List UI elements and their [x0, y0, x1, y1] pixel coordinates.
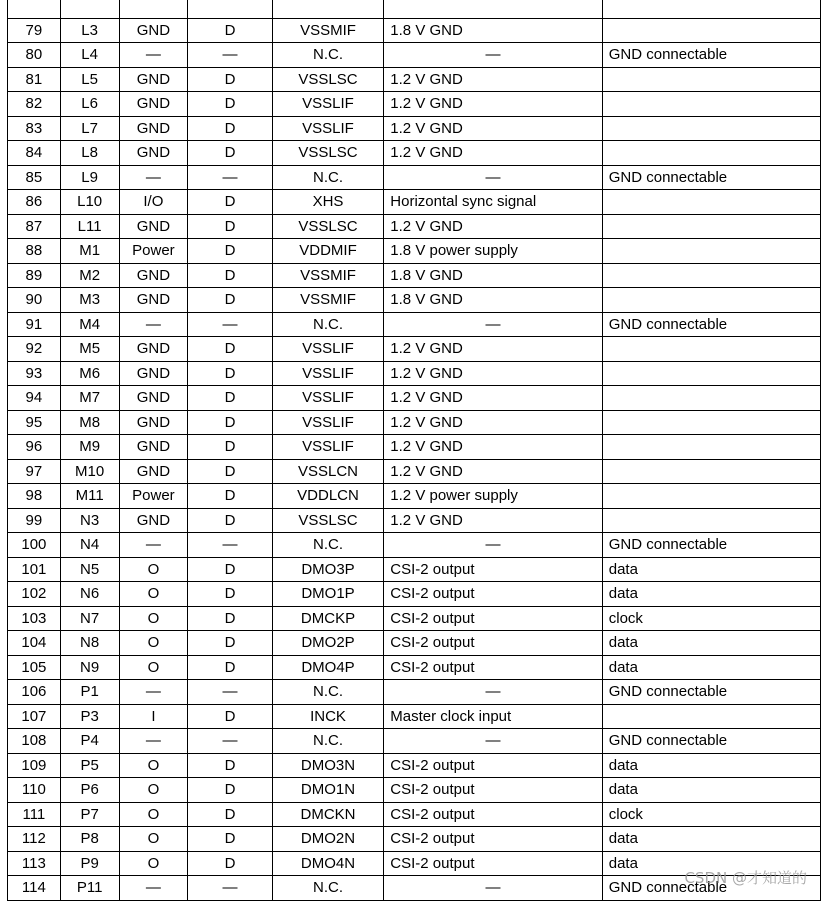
io-cell: GND [119, 386, 188, 411]
pin-number-cell: 112 [8, 827, 61, 852]
remarks-cell [602, 386, 820, 411]
remarks-cell [602, 67, 820, 92]
table-row [8, 410, 821, 435]
remarks-cell: data [602, 851, 820, 876]
pin-number-cell: 101 [8, 557, 61, 582]
pin-number-cell: 95 [8, 410, 61, 435]
analog-digital-cell: — [188, 533, 272, 558]
pin-number-cell: 102 [8, 582, 61, 607]
pin-number-cell: 111 [8, 802, 61, 827]
io-cell: GND [119, 67, 188, 92]
pin-id-cell: L11 [60, 214, 119, 239]
io-cell: GND [119, 18, 188, 43]
io-cell: — [119, 729, 188, 754]
pin-name-cell: VSSLSC [272, 141, 384, 166]
pin-number-cell: 105 [8, 655, 61, 680]
pin-id-cell: P5 [60, 753, 119, 778]
pin-number-cell: 103 [8, 606, 61, 631]
pin-id-cell: L6 [60, 92, 119, 117]
pin-id-cell: M3 [60, 288, 119, 313]
pin-id-cell: P11 [60, 876, 119, 901]
io-cell: GND [119, 508, 188, 533]
analog-digital-cell: D [188, 827, 272, 852]
remarks-cell [602, 141, 820, 166]
pin-number-cell: 86 [8, 190, 61, 215]
analog-digital-cell: D [188, 435, 272, 460]
pin-number-cell: 107 [8, 704, 61, 729]
remarks-cell [602, 288, 820, 313]
description-cell: Horizontal sync signal [384, 190, 602, 215]
pin-name-cell: VSSMIF [272, 18, 384, 43]
pin-number-cell: 79 [8, 18, 61, 43]
pin-number-cell: 104 [8, 631, 61, 656]
pin-number-cell: 92 [8, 337, 61, 362]
analog-digital-cell: D [188, 778, 272, 803]
pin-name-cell: VSSLSC [272, 67, 384, 92]
pin-name-cell: VSSLSC [272, 508, 384, 533]
pin-id-cell: M11 [60, 484, 119, 509]
remarks-cell [602, 18, 820, 43]
analog-digital-cell: D [188, 582, 272, 607]
io-cell: GND [119, 141, 188, 166]
remarks-cell: GND connectable [602, 165, 820, 190]
pin-table [7, 0, 821, 901]
analog-digital-cell: D [188, 557, 272, 582]
pin-name-cell: VSSLCN [272, 459, 384, 484]
table-row [8, 680, 821, 705]
table-row [8, 239, 821, 264]
io-cell: O [119, 802, 188, 827]
table-row [8, 827, 821, 852]
remarks-cell: clock [602, 802, 820, 827]
description-cell: CSI-2 output [384, 655, 602, 680]
pin-id-cell: P3 [60, 704, 119, 729]
pin-id-cell: N8 [60, 631, 119, 656]
description-cell: Master clock input [384, 704, 602, 729]
description-cell: 1.2 V GND [384, 386, 602, 411]
pin-name-cell: DMO1N [272, 778, 384, 803]
pin-name-cell: VSSLIF [272, 361, 384, 386]
description-cell: CSI-2 output [384, 557, 602, 582]
pin-id-cell: N5 [60, 557, 119, 582]
analog-digital-cell: D [188, 851, 272, 876]
pin-name-cell: VSSLIF [272, 116, 384, 141]
description-cell: 1.8 V power supply [384, 239, 602, 264]
io-cell: GND [119, 92, 188, 117]
table-row [8, 533, 821, 558]
pin-id-cell: P8 [60, 827, 119, 852]
pin-id-cell: M4 [60, 312, 119, 337]
pin-id-cell: L8 [60, 141, 119, 166]
analog-digital-cell [188, 0, 272, 18]
remarks-cell [602, 410, 820, 435]
analog-digital-cell: D [188, 361, 272, 386]
description-cell: 1.2 V GND [384, 116, 602, 141]
description-cell: 1.2 V power supply [384, 484, 602, 509]
pin-name-cell: INCK [272, 704, 384, 729]
pin-name-cell: VSSMIF [272, 288, 384, 313]
pin-name-cell: VSSLIF [272, 410, 384, 435]
analog-digital-cell: D [188, 141, 272, 166]
remarks-cell [602, 92, 820, 117]
io-cell: O [119, 851, 188, 876]
description-cell: — [384, 165, 602, 190]
io-cell: O [119, 557, 188, 582]
pin-id-cell: N9 [60, 655, 119, 680]
description-cell: 1.2 V GND [384, 508, 602, 533]
pin-id-cell: N6 [60, 582, 119, 607]
pin-number-cell: 98 [8, 484, 61, 509]
table-row [8, 43, 821, 68]
io-cell: — [119, 312, 188, 337]
io-cell: — [119, 43, 188, 68]
table-row [8, 190, 821, 215]
pin-number-cell: 100 [8, 533, 61, 558]
pin-name-cell: DMO2P [272, 631, 384, 656]
pin-id-cell: M8 [60, 410, 119, 435]
remarks-cell: data [602, 778, 820, 803]
table-row [8, 435, 821, 460]
pin-name-cell: VSSLIF [272, 386, 384, 411]
pin-number-cell: 113 [8, 851, 61, 876]
remarks-cell: GND connectable [602, 533, 820, 558]
io-cell: Power [119, 239, 188, 264]
pin-id-cell: P9 [60, 851, 119, 876]
analog-digital-cell: D [188, 18, 272, 43]
table-row [8, 214, 821, 239]
analog-digital-cell: — [188, 312, 272, 337]
description-cell: CSI-2 output [384, 778, 602, 803]
pin-name-cell: DMO3P [272, 557, 384, 582]
analog-digital-cell: D [188, 263, 272, 288]
pin-name-cell: N.C. [272, 165, 384, 190]
analog-digital-cell: D [188, 631, 272, 656]
analog-digital-cell: D [188, 802, 272, 827]
remarks-cell: GND connectable [602, 876, 820, 901]
io-cell: O [119, 606, 188, 631]
analog-digital-cell: — [188, 876, 272, 901]
table-row [8, 778, 821, 803]
table-row [8, 263, 821, 288]
pin-id-cell: M10 [60, 459, 119, 484]
table-row [8, 729, 821, 754]
remarks-cell [602, 214, 820, 239]
pin-number-cell: 93 [8, 361, 61, 386]
pin-number-cell: 96 [8, 435, 61, 460]
remarks-cell [602, 704, 820, 729]
description-cell: — [384, 729, 602, 754]
io-cell: O [119, 582, 188, 607]
description-cell: 1.2 V GND [384, 361, 602, 386]
io-cell: Power [119, 484, 188, 509]
pin-name-cell: DMCKP [272, 606, 384, 631]
analog-digital-cell: D [188, 337, 272, 362]
remarks-cell [602, 0, 820, 18]
analog-digital-cell: D [188, 214, 272, 239]
description-cell: 1.8 V GND [384, 263, 602, 288]
pin-id-cell: L3 [60, 18, 119, 43]
pin-number-cell: 97 [8, 459, 61, 484]
io-cell: — [119, 876, 188, 901]
io-cell: GND [119, 337, 188, 362]
pin-name-cell: N.C. [272, 312, 384, 337]
pin-name-cell [272, 0, 384, 18]
io-cell: O [119, 827, 188, 852]
analog-digital-cell: D [188, 386, 272, 411]
description-cell [384, 0, 602, 18]
remarks-cell [602, 337, 820, 362]
pin-number-cell: 89 [8, 263, 61, 288]
table-row [8, 631, 821, 656]
pin-number-cell: 87 [8, 214, 61, 239]
pin-id-cell: M5 [60, 337, 119, 362]
pin-number-cell: 110 [8, 778, 61, 803]
pin-name-cell: N.C. [272, 533, 384, 558]
watermark: CSDN @才知道的 [684, 869, 807, 887]
analog-digital-cell: D [188, 288, 272, 313]
remarks-cell [602, 263, 820, 288]
pin-name-cell: VSSLSC [272, 214, 384, 239]
pin-number-cell: 94 [8, 386, 61, 411]
description-cell: — [384, 680, 602, 705]
analog-digital-cell: D [188, 67, 272, 92]
description-cell: CSI-2 output [384, 582, 602, 607]
table-row [8, 337, 821, 362]
io-cell: GND [119, 361, 188, 386]
table-row [8, 312, 821, 337]
remarks-cell [602, 116, 820, 141]
table-row [8, 459, 821, 484]
io-cell: O [119, 778, 188, 803]
description-cell: CSI-2 output [384, 827, 602, 852]
remarks-cell: GND connectable [602, 680, 820, 705]
remarks-cell: data [602, 631, 820, 656]
analog-digital-cell: D [188, 239, 272, 264]
table-row [8, 704, 821, 729]
description-cell: 1.8 V GND [384, 288, 602, 313]
pin-id-cell: P1 [60, 680, 119, 705]
remarks-cell: data [602, 582, 820, 607]
description-cell: — [384, 312, 602, 337]
io-cell: GND [119, 263, 188, 288]
table-row [8, 557, 821, 582]
pin-number-cell: 88 [8, 239, 61, 264]
pin-number-cell: 114 [8, 876, 61, 901]
analog-digital-cell: — [188, 729, 272, 754]
analog-digital-cell: D [188, 655, 272, 680]
pin-id-cell: M7 [60, 386, 119, 411]
pin-name-cell: DMO2N [272, 827, 384, 852]
table-row [8, 92, 821, 117]
pin-name-cell: N.C. [272, 43, 384, 68]
description-cell: CSI-2 output [384, 631, 602, 656]
remarks-cell [602, 459, 820, 484]
analog-digital-cell: — [188, 165, 272, 190]
pin-id-cell: L5 [60, 67, 119, 92]
description-cell: CSI-2 output [384, 802, 602, 827]
pin-number-cell [8, 0, 61, 18]
pin-name-cell: DMO1P [272, 582, 384, 607]
table-row [8, 141, 821, 166]
pin-name-cell: N.C. [272, 729, 384, 754]
table-row [8, 386, 821, 411]
table-row [8, 18, 821, 43]
remarks-cell: data [602, 655, 820, 680]
description-cell: 1.2 V GND [384, 337, 602, 362]
pin-name-cell: DMO3N [272, 753, 384, 778]
io-cell: GND [119, 410, 188, 435]
pin-id-cell: L4 [60, 43, 119, 68]
analog-digital-cell: D [188, 410, 272, 435]
pin-id-cell: P7 [60, 802, 119, 827]
analog-digital-cell: D [188, 753, 272, 778]
io-cell: — [119, 680, 188, 705]
pin-number-cell: 85 [8, 165, 61, 190]
pin-number-cell: 82 [8, 92, 61, 117]
pin-name-cell: VDDMIF [272, 239, 384, 264]
io-cell: — [119, 165, 188, 190]
description-cell: — [384, 876, 602, 901]
description-cell: CSI-2 output [384, 606, 602, 631]
pin-id-cell: M9 [60, 435, 119, 460]
table-row [8, 655, 821, 680]
remarks-cell: GND connectable [602, 43, 820, 68]
analog-digital-cell: D [188, 190, 272, 215]
pin-number-cell: 81 [8, 67, 61, 92]
pin-name-cell: N.C. [272, 680, 384, 705]
pin-id-cell: M6 [60, 361, 119, 386]
description-cell: CSI-2 output [384, 851, 602, 876]
description-cell: 1.8 V GND [384, 18, 602, 43]
pin-id-cell: N3 [60, 508, 119, 533]
pin-name-cell: VSSLIF [272, 337, 384, 362]
pin-number-cell: 109 [8, 753, 61, 778]
table-row [8, 508, 821, 533]
remarks-cell [602, 239, 820, 264]
io-cell: I/O [119, 190, 188, 215]
description-cell: 1.2 V GND [384, 141, 602, 166]
pin-id-cell: M2 [60, 263, 119, 288]
pin-number-cell: 83 [8, 116, 61, 141]
description-cell: 1.2 V GND [384, 435, 602, 460]
pin-id-cell: L7 [60, 116, 119, 141]
table-row [8, 606, 821, 631]
pin-id-cell: N4 [60, 533, 119, 558]
pin-number-cell: 84 [8, 141, 61, 166]
analog-digital-cell: D [188, 508, 272, 533]
pin-number-cell: 106 [8, 680, 61, 705]
analog-digital-cell: — [188, 680, 272, 705]
pin-name-cell: N.C. [272, 876, 384, 901]
pin-id-cell: P6 [60, 778, 119, 803]
description-cell: 1.2 V GND [384, 459, 602, 484]
remarks-cell: data [602, 753, 820, 778]
remarks-cell [602, 361, 820, 386]
io-cell: — [119, 533, 188, 558]
pin-id-cell: N7 [60, 606, 119, 631]
description-cell: — [384, 43, 602, 68]
pin-name-cell: DMO4N [272, 851, 384, 876]
analog-digital-cell: D [188, 484, 272, 509]
description-cell: CSI-2 output [384, 753, 602, 778]
remarks-cell: GND connectable [602, 312, 820, 337]
pin-number-cell: 108 [8, 729, 61, 754]
pin-name-cell: DMO4P [272, 655, 384, 680]
remarks-cell: clock [602, 606, 820, 631]
pin-id-cell: P4 [60, 729, 119, 754]
analog-digital-cell: D [188, 606, 272, 631]
description-cell: 1.2 V GND [384, 92, 602, 117]
pin-number-cell: 99 [8, 508, 61, 533]
table-row [8, 0, 821, 18]
io-cell: GND [119, 116, 188, 141]
pin-id-cell: L9 [60, 165, 119, 190]
description-cell: 1.2 V GND [384, 214, 602, 239]
pin-id-cell [60, 0, 119, 18]
analog-digital-cell: D [188, 704, 272, 729]
table-row [8, 116, 821, 141]
analog-digital-cell: D [188, 116, 272, 141]
pin-id-cell: L10 [60, 190, 119, 215]
pin-number-cell: 90 [8, 288, 61, 313]
io-cell [119, 0, 188, 18]
pin-name-cell: VSSMIF [272, 263, 384, 288]
analog-digital-cell: D [188, 92, 272, 117]
io-cell: GND [119, 435, 188, 460]
io-cell: GND [119, 288, 188, 313]
table-row [8, 67, 821, 92]
table-row [8, 753, 821, 778]
analog-digital-cell: D [188, 459, 272, 484]
remarks-cell: data [602, 557, 820, 582]
table-row [8, 361, 821, 386]
io-cell: I [119, 704, 188, 729]
pin-name-cell: VSSLIF [272, 435, 384, 460]
table-row [8, 288, 821, 313]
analog-digital-cell: — [188, 43, 272, 68]
io-cell: O [119, 655, 188, 680]
table-row [8, 802, 821, 827]
remarks-cell: GND connectable [602, 729, 820, 754]
table-row [8, 484, 821, 509]
pin-name-cell: XHS [272, 190, 384, 215]
io-cell: GND [119, 459, 188, 484]
io-cell: GND [119, 214, 188, 239]
remarks-cell: data [602, 827, 820, 852]
io-cell: O [119, 631, 188, 656]
description-cell: 1.2 V GND [384, 410, 602, 435]
pin-id-cell: M1 [60, 239, 119, 264]
pin-name-cell: VDDLCN [272, 484, 384, 509]
description-cell: 1.2 V GND [384, 67, 602, 92]
pin-number-cell: 80 [8, 43, 61, 68]
pin-number-cell: 91 [8, 312, 61, 337]
pin-name-cell: DMCKN [272, 802, 384, 827]
pin-table-body [8, 0, 821, 900]
io-cell: O [119, 753, 188, 778]
description-cell: — [384, 533, 602, 558]
table-row [8, 165, 821, 190]
remarks-cell [602, 484, 820, 509]
remarks-cell [602, 435, 820, 460]
table-row [8, 582, 821, 607]
pin-name-cell: VSSLIF [272, 92, 384, 117]
remarks-cell [602, 508, 820, 533]
remarks-cell [602, 190, 820, 215]
